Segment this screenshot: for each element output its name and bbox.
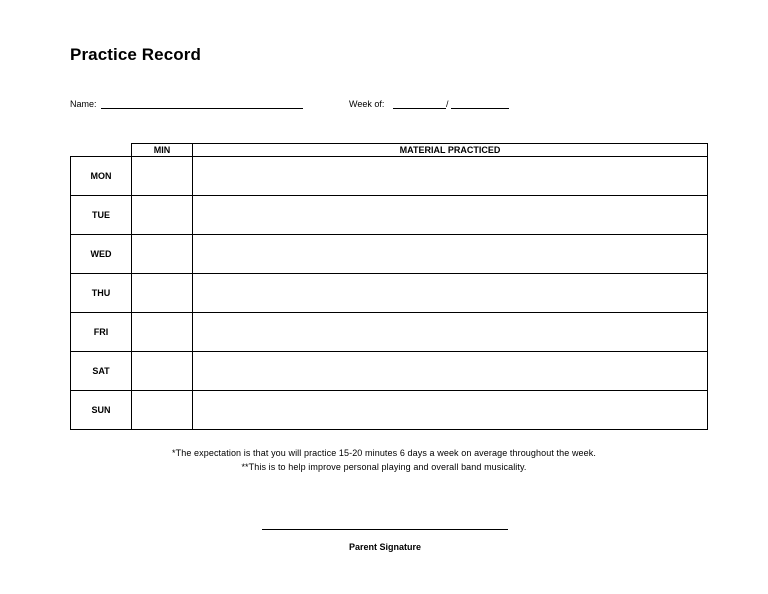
minutes-cell[interactable] [132, 274, 193, 313]
material-cell[interactable] [193, 196, 708, 235]
material-cell[interactable] [193, 157, 708, 196]
minutes-cell[interactable] [132, 235, 193, 274]
table-row [71, 235, 708, 274]
material-cell[interactable] [193, 391, 708, 430]
material-cell[interactable] [193, 274, 708, 313]
table-row [71, 196, 708, 235]
minutes-cell[interactable] [132, 196, 193, 235]
table-row [71, 157, 708, 196]
practice-table [70, 143, 708, 430]
week-of-label: Week of: [349, 99, 385, 109]
day-label: FRI [71, 313, 132, 352]
day-label: SUN [71, 391, 132, 430]
week-separator: / [446, 99, 449, 109]
purpose-note: **This is to help improve personal playing and overall band musicality. [241, 462, 527, 472]
table-row [71, 274, 708, 313]
parent-signature-label: Parent Signature [348, 542, 422, 552]
minutes-cell[interactable] [132, 352, 193, 391]
table-row [71, 391, 708, 430]
day-label: THU [71, 274, 132, 313]
expectation-note: *The expectation is that you will practice 15-20 minutes 6 days a week on average throughout the week. [172, 448, 596, 458]
parent-signature-field[interactable] [262, 529, 508, 530]
day-label: MON [71, 157, 132, 196]
week-start-field[interactable] [393, 108, 446, 109]
material-cell[interactable] [193, 313, 708, 352]
table-header-row [71, 144, 708, 157]
header-material-practiced: MATERIAL PRACTICED [193, 144, 708, 157]
header-blank-cell [71, 144, 132, 157]
table-row [71, 352, 708, 391]
minutes-cell[interactable] [132, 157, 193, 196]
table-row [71, 313, 708, 352]
minutes-cell[interactable] [132, 313, 193, 352]
day-label: WED [71, 235, 132, 274]
day-label: SAT [71, 352, 132, 391]
week-end-field[interactable] [451, 108, 509, 109]
name-label: Name: [70, 99, 97, 109]
material-cell[interactable] [193, 352, 708, 391]
day-label: TUE [71, 196, 132, 235]
minutes-cell[interactable] [132, 391, 193, 430]
header-min: MIN [132, 144, 193, 157]
page-title: Practice Record [70, 45, 201, 64]
name-field[interactable] [101, 108, 303, 109]
material-cell[interactable] [193, 235, 708, 274]
